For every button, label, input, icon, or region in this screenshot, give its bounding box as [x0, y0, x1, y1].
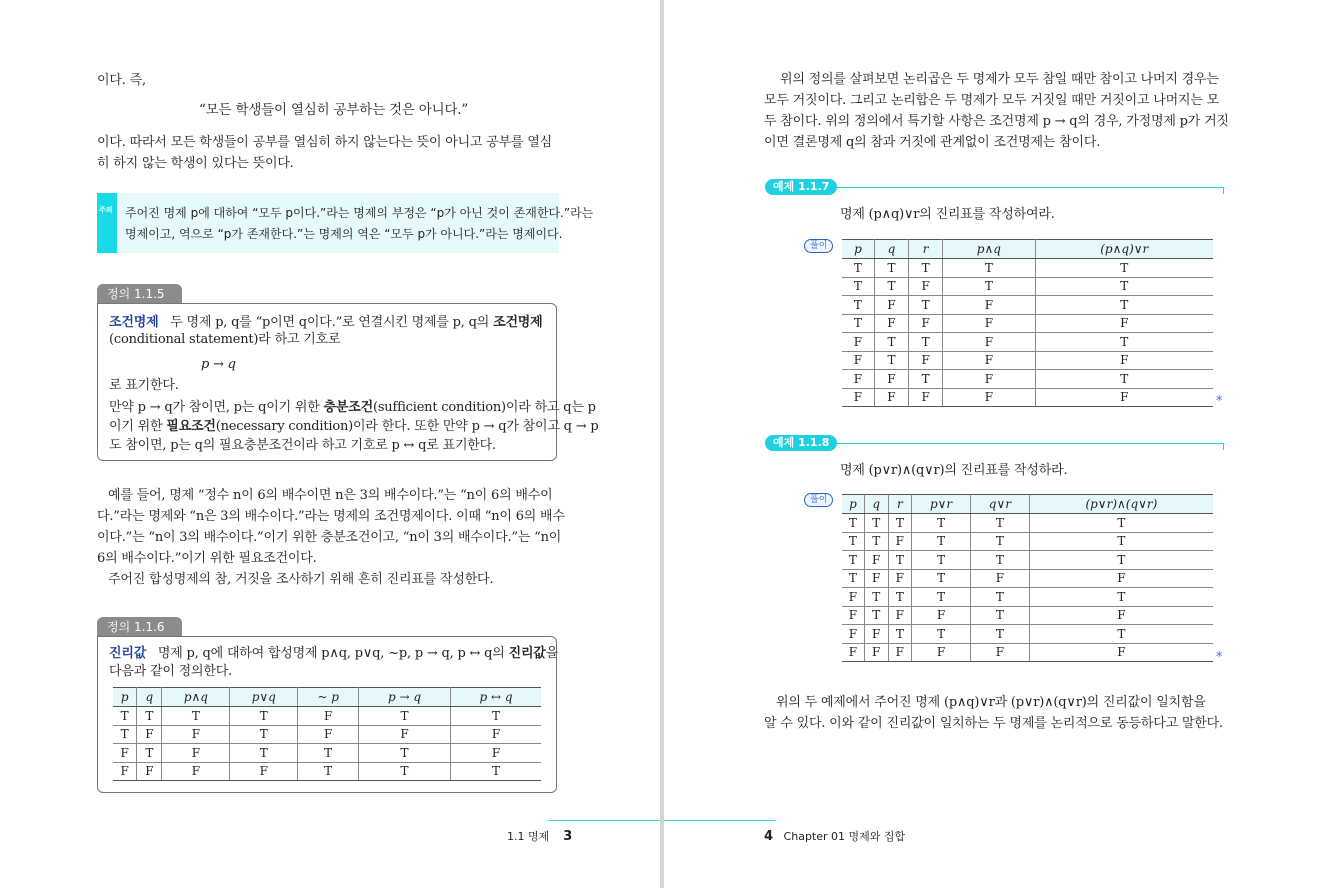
table-cell: F — [842, 643, 864, 662]
table-cell: T — [874, 259, 908, 278]
truth-table — [842, 239, 1213, 407]
table-row — [113, 762, 541, 781]
table-cell: F — [450, 725, 541, 744]
table-cell: T — [842, 532, 864, 551]
table-cell: F — [1029, 569, 1213, 588]
table-header-cell: p — [113, 688, 137, 707]
table-cell: T — [970, 532, 1029, 551]
table-cell: T — [909, 333, 943, 352]
table-cell: F — [113, 744, 137, 763]
table-header-cell: ~ p — [298, 688, 359, 707]
table-cell: T — [864, 514, 888, 533]
table-cell: F — [1029, 643, 1213, 662]
table-header-cell: p∧q — [943, 240, 1035, 259]
table-row — [842, 532, 1213, 551]
table-cell: T — [970, 514, 1029, 533]
table-cell: F — [842, 588, 864, 607]
definition-term: 조건명제 — [109, 315, 159, 330]
table-cell: T — [842, 514, 864, 533]
table-row — [113, 744, 541, 763]
page-footer — [764, 828, 905, 844]
page-footer — [507, 828, 572, 844]
solution-tag: 풀이 — [804, 493, 833, 507]
table-cell: F — [943, 314, 1035, 333]
table-cell: T — [298, 744, 359, 763]
table-cell: F — [909, 314, 943, 333]
table-cell: F — [888, 606, 912, 625]
text-line: 다.”라는 명제와 “n은 3의 배수이다.”라는 명제의 조건명제이다. 이때 “n이 6의 배수 — [97, 509, 565, 524]
table-cell: F — [842, 625, 864, 644]
table-cell: T — [912, 514, 971, 533]
table-header-cell: p — [842, 495, 864, 514]
table-cell: F — [842, 333, 874, 352]
table-cell: F — [359, 725, 451, 744]
text-line: 알 수 있다. 이와 같이 진리값이 일치하는 두 명제를 논리적으로 동등하다고 말한다. — [764, 716, 1223, 731]
table-cell: T — [888, 551, 912, 570]
table-header-cell: q — [864, 495, 888, 514]
text-line: 이다. 즉, — [97, 73, 146, 88]
table-row — [113, 725, 541, 744]
caution-box — [97, 193, 594, 253]
table-cell: T — [113, 707, 137, 726]
definition-line: (conditional statement)라 하고 기호로 — [109, 332, 341, 347]
table-cell: T — [909, 259, 943, 278]
caution-line: 명제이고, 역으로 “p가 존재한다.”는 명제의 역은 “모두 p가 아니다.”라는 명제이다. — [125, 227, 563, 241]
table-cell: T — [874, 277, 908, 296]
table-cell: F — [298, 707, 359, 726]
definition-line: 이기 위한 필요조건(necessary condition)이라 한다. 또한 만약 p → q가 참이고 q → p — [109, 419, 599, 434]
text-line: 이다.”는 “n이 3의 배수이다.”이기 위한 충분조건이고, “n이 3의 배수이다.”는 “n이 — [97, 530, 562, 545]
text-line: 주어진 합성명제의 참, 거짓을 조사하기 위해 흔히 진리표를 작성한다. — [108, 572, 494, 587]
table-cell: T — [912, 625, 971, 644]
text-line: 예를 들어, 명제 “정수 n이 6의 배수이면 n은 3의 배수이다.”는 “n이 6의 배수이 — [108, 488, 553, 503]
table-cell: F — [943, 388, 1035, 407]
table-row — [842, 296, 1213, 315]
table-cell: T — [970, 606, 1029, 625]
table-cell: T — [230, 744, 298, 763]
table-cell: T — [912, 569, 971, 588]
table-cell: F — [943, 370, 1035, 389]
table-cell: T — [450, 762, 541, 781]
caution-line: 주어진 명제 p에 대하여 “모두 p이다.”라는 명제의 부정은 “p가 아닌 것이 존재한다.”라는 — [125, 206, 594, 220]
table-cell: F — [888, 532, 912, 551]
table-row — [842, 370, 1213, 389]
table-cell: F — [874, 296, 908, 315]
quote: “모든 학생들이 열심히 공부하는 것은 아니다.” — [199, 102, 469, 118]
example-tag: 예제 1.1.8 — [765, 435, 837, 451]
truth-table — [842, 494, 1213, 662]
table-cell: F — [450, 744, 541, 763]
table-row — [842, 588, 1213, 607]
footer-rule — [548, 820, 660, 821]
table-cell: T — [842, 551, 864, 570]
table-header-cell: q — [137, 688, 162, 707]
text-line: 위의 두 예제에서 주어진 명제 (p∧q)∨r과 (p∨r)∧(q∨r)의 진리값이 일치함을 — [776, 695, 1206, 710]
footer-chapter: Chapter 01 명제와 집합 — [783, 830, 906, 843]
table-cell: T — [162, 707, 230, 726]
table-cell: F — [842, 351, 874, 370]
table-cell: T — [298, 762, 359, 781]
page-number: 3 — [563, 829, 573, 844]
table-cell: F — [162, 725, 230, 744]
table-cell: F — [1035, 314, 1213, 333]
table-header-cell: p → q — [359, 688, 451, 707]
table-cell: F — [162, 762, 230, 781]
table-row — [113, 707, 541, 726]
table-cell: T — [1029, 625, 1213, 644]
table-cell: F — [970, 569, 1029, 588]
table-cell: T — [842, 277, 874, 296]
example-rule — [804, 187, 1224, 188]
caution-label: 주의 — [99, 206, 113, 214]
table-cell: F — [230, 762, 298, 781]
table-row — [842, 277, 1213, 296]
example-tag: 예제 1.1.7 — [765, 179, 837, 195]
table-header-cell: p — [842, 240, 874, 259]
table-row — [842, 259, 1213, 278]
table-row — [842, 388, 1213, 407]
table-header-cell: (p∧q)∨r — [1035, 240, 1213, 259]
table-cell: F — [162, 744, 230, 763]
text-line: 두 참이다. 위의 정의에서 특기할 사항은 조건명제 p → q의 경우, 가정명제 p가 거짓 — [764, 114, 1229, 129]
left-page — [0, 0, 660, 888]
table-header-cell: p∨q — [230, 688, 298, 707]
table-row — [842, 569, 1213, 588]
footer-rule — [664, 820, 776, 821]
table-row — [842, 606, 1213, 625]
table-header-cell: p∨r — [912, 495, 971, 514]
table-cell: T — [864, 606, 888, 625]
definition-line: 로 표기한다. — [109, 378, 179, 393]
table-cell: T — [912, 551, 971, 570]
table-header-cell: p∧q — [162, 688, 230, 707]
table-header-cell: r — [888, 495, 912, 514]
table-cell: T — [1035, 370, 1213, 389]
table-row — [842, 643, 1213, 662]
table-cell: T — [912, 532, 971, 551]
caution-tab — [97, 193, 117, 253]
definition-box — [97, 303, 599, 461]
definition-title: 정의 1.1.6 — [97, 617, 182, 637]
text-line: 히 하지 않는 학생이 있다는 뜻이다. — [97, 156, 294, 171]
table-cell: T — [874, 351, 908, 370]
table-cell: F — [888, 569, 912, 588]
table-cell: T — [230, 725, 298, 744]
table-cell: F — [912, 643, 971, 662]
table-cell: T — [1029, 551, 1213, 570]
table-cell: T — [1035, 296, 1213, 315]
table-cell: T — [1035, 259, 1213, 278]
text-line: 이면 결론명제 q의 참과 거짓에 관계없이 조건명제는 참이다. — [764, 135, 1101, 150]
table-cell: T — [874, 333, 908, 352]
table-cell: F — [874, 370, 908, 389]
table-cell: T — [943, 259, 1035, 278]
table-row — [842, 551, 1213, 570]
table-cell: T — [909, 370, 943, 389]
table-cell: F — [1029, 606, 1213, 625]
table-cell: T — [842, 296, 874, 315]
table-cell: F — [874, 388, 908, 407]
page-number: 4 — [764, 829, 774, 844]
table-cell: T — [864, 532, 888, 551]
text-line: 위의 정의를 살펴보면 논리곱은 두 명제가 모두 참일 때만 참이고 나머지 경우는 — [780, 72, 1219, 87]
table-header-cell: q∨r — [970, 495, 1029, 514]
table-cell: F — [864, 625, 888, 644]
example-rule-end — [1223, 443, 1224, 450]
table-cell: T — [909, 296, 943, 315]
table-cell: T — [888, 514, 912, 533]
solution-tag: 풀이 — [804, 239, 833, 253]
table-cell: T — [970, 588, 1029, 607]
table-cell: F — [137, 762, 162, 781]
table-row — [842, 351, 1213, 370]
table-row — [842, 514, 1213, 533]
table-header-cell: p ↔ q — [450, 688, 541, 707]
end-mark: * — [1216, 650, 1223, 665]
formula: p → q — [201, 357, 236, 372]
table-cell: T — [842, 259, 874, 278]
table-cell: F — [943, 333, 1035, 352]
example-rule — [804, 443, 1224, 444]
definition-line: 조건명제 두 명제 p, q를 “p이면 q이다.”로 연결시킨 명제를 p, q의 조건명제 — [109, 315, 543, 330]
table-cell: F — [1035, 351, 1213, 370]
table-cell: T — [888, 625, 912, 644]
table-cell: F — [970, 643, 1029, 662]
table-cell: F — [842, 388, 874, 407]
definition-line: 진리값 명제 p, q에 대하여 합성명제 p∧q, p∨q, ~p, p → q, p ↔ q의 진리값을 — [109, 646, 559, 661]
example-rule-end — [1223, 187, 1224, 194]
table-cell: T — [864, 588, 888, 607]
table-cell: T — [842, 314, 874, 333]
table-cell: F — [842, 370, 874, 389]
table-cell: T — [912, 588, 971, 607]
example-prompt: 명제 (p∧q)∨r의 진리표를 작성하여라. — [840, 207, 1055, 222]
table-header-cell: (p∨r)∧(q∨r) — [1029, 495, 1213, 514]
table-cell: F — [113, 762, 137, 781]
table-cell: F — [909, 351, 943, 370]
end-mark: * — [1216, 394, 1223, 409]
table-row — [842, 314, 1213, 333]
text-line: 이다. 따라서 모든 학생들이 공부를 열심히 하지 않는다는 뜻이 아니고 공부를 열심 — [97, 135, 553, 150]
table-cell: T — [1029, 532, 1213, 551]
table-header-cell: q — [874, 240, 908, 259]
text-line: 모두 거짓이다. 그리고 논리합은 두 명제가 모두 거짓일 때만 거짓이고 나머지는 모 — [764, 93, 1220, 108]
table-cell: T — [1035, 277, 1213, 296]
table-cell: T — [230, 707, 298, 726]
table-cell: T — [113, 725, 137, 744]
table-cell: T — [1035, 333, 1213, 352]
table-cell: F — [842, 606, 864, 625]
definition-line: 도 참이면, p는 q의 필요충분조건이라 하고 기호로 p ↔ q로 표기한다. — [109, 438, 496, 453]
example-prompt: 명제 (p∨r)∧(q∨r)의 진리표를 작성하라. — [840, 463, 1068, 478]
table-cell: T — [137, 744, 162, 763]
table-cell: T — [888, 588, 912, 607]
table-cell: T — [450, 707, 541, 726]
table-cell: F — [298, 725, 359, 744]
table-cell: F — [909, 277, 943, 296]
footer-section: 1.1 명제 — [507, 830, 550, 843]
table-cell: F — [943, 351, 1035, 370]
definition-title: 정의 1.1.5 — [97, 284, 182, 304]
table-header-cell: r — [909, 240, 943, 259]
text-line: 6의 배수이다.”이기 위한 필요조건이다. — [97, 551, 317, 566]
table-cell: T — [943, 277, 1035, 296]
table-row — [842, 625, 1213, 644]
right-page — [664, 0, 1321, 888]
table-row — [842, 333, 1213, 352]
table-cell: F — [888, 643, 912, 662]
definition-line: 다음과 같이 정의한다. — [109, 664, 233, 679]
table-cell: T — [1029, 514, 1213, 533]
table-cell: F — [909, 388, 943, 407]
table-cell: T — [359, 744, 451, 763]
table-cell: T — [359, 707, 451, 726]
table-cell: F — [1035, 388, 1213, 407]
table-cell: F — [864, 551, 888, 570]
table-cell: T — [1029, 588, 1213, 607]
table-cell: T — [842, 569, 864, 588]
table-cell: F — [943, 296, 1035, 315]
truth-table — [113, 687, 541, 781]
definition-term: 진리값 — [109, 646, 147, 661]
table-cell: F — [874, 314, 908, 333]
table-cell: F — [137, 725, 162, 744]
table-cell: T — [970, 551, 1029, 570]
table-cell: T — [359, 762, 451, 781]
table-cell: F — [864, 569, 888, 588]
definition-line: 만약 p → q가 참이면, p는 q이기 위한 충분조건(sufficient condition)이라 하고 q는 p — [109, 400, 596, 415]
table-cell: T — [970, 625, 1029, 644]
table-cell: T — [137, 707, 162, 726]
table-cell: F — [864, 643, 888, 662]
table-cell: F — [912, 606, 971, 625]
